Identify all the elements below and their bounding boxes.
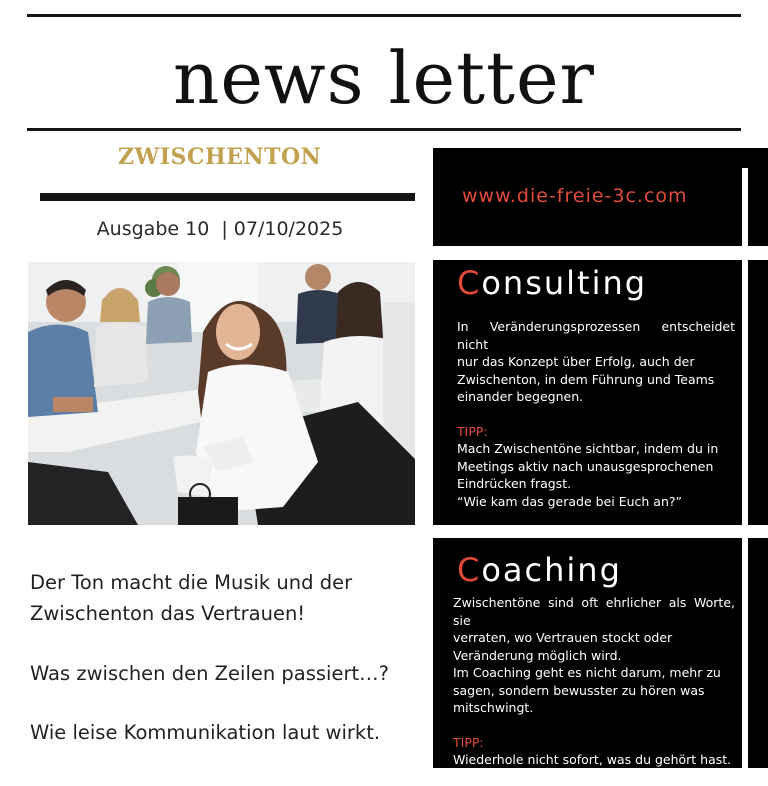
consulting-tip-4: “Wie kam das gerade bei Euch an?” — [457, 493, 735, 511]
tagline-line-2: Zwischenton das Vertrauen! — [30, 601, 420, 627]
tagline-statement: Wie leise Kommunikation laut wirkt. — [30, 720, 420, 746]
coaching-body — [453, 594, 735, 786]
consulting-intro-4: einander begegnen. — [457, 388, 735, 406]
consulting-heading-initial: C — [457, 264, 481, 302]
newsletter-title: news letter — [0, 38, 768, 118]
title-underline — [27, 128, 741, 131]
coaching-heading — [457, 551, 622, 589]
issue-info: Ausgabe 10 | 07/10/2025 — [60, 218, 380, 240]
coaching-heading-initial: C — [457, 551, 481, 589]
consulting-tip-3: Eindrücken fragst. — [457, 475, 735, 493]
consulting-intro-1: In Veränderungsprozessen entscheidet nicht — [457, 318, 735, 353]
consulting-heading — [457, 264, 647, 302]
consulting-intro-3: Zwischenton, in dem Führung und Teams — [457, 371, 735, 389]
tagline-question: Was zwischen den Zeilen passiert…? — [30, 661, 420, 687]
brand-logo-text: ZWISCHENTON — [118, 144, 321, 170]
consulting-intro-2: nur das Konzept über Erfolg, auch der — [457, 353, 735, 371]
consulting-heading-rest: onsulting — [481, 264, 647, 302]
coaching-intro-2: verraten, wo Vertrauen stockt oder — [453, 629, 735, 647]
coaching-intro-6: mitschwingt. — [453, 699, 735, 717]
tagline-line-1: Der Ton macht die Musik und der — [30, 570, 420, 596]
coaching-tip-1: Wiederhole nicht sofort, was du gehört hast. — [453, 751, 735, 769]
coaching-heading-rest: oaching — [481, 551, 622, 589]
coaching-tip-label: TIPP: — [453, 734, 735, 752]
coaching-tip-2: Lass einen Moment Raum entstehen, oft füllt — [453, 769, 735, 786]
consulting-body — [457, 318, 735, 510]
consulting-tip-1: Mach Zwischentöne sichtbar, indem du in — [457, 440, 735, 458]
right-column-divider — [742, 168, 748, 768]
meeting-photo — [28, 262, 415, 525]
top-rule — [27, 14, 741, 17]
coaching-intro-5: sagen, sondern bewusster zu hören was — [453, 682, 735, 700]
brand-rule — [40, 193, 415, 201]
consulting-tip-2: Meetings aktiv nach unausgesprochenen — [457, 458, 735, 476]
coaching-intro-3: Veränderung möglich wird. — [453, 647, 735, 665]
coaching-intro-1: Zwischentöne sind oft ehrlicher als Worte, sie — [453, 594, 735, 629]
coaching-intro-4: Im Coaching geht es nicht darum, mehr zu — [453, 664, 735, 682]
consulting-tip-label: TIPP: — [457, 423, 735, 441]
website-link[interactable]: www.die-freie-3c.com — [462, 185, 688, 207]
